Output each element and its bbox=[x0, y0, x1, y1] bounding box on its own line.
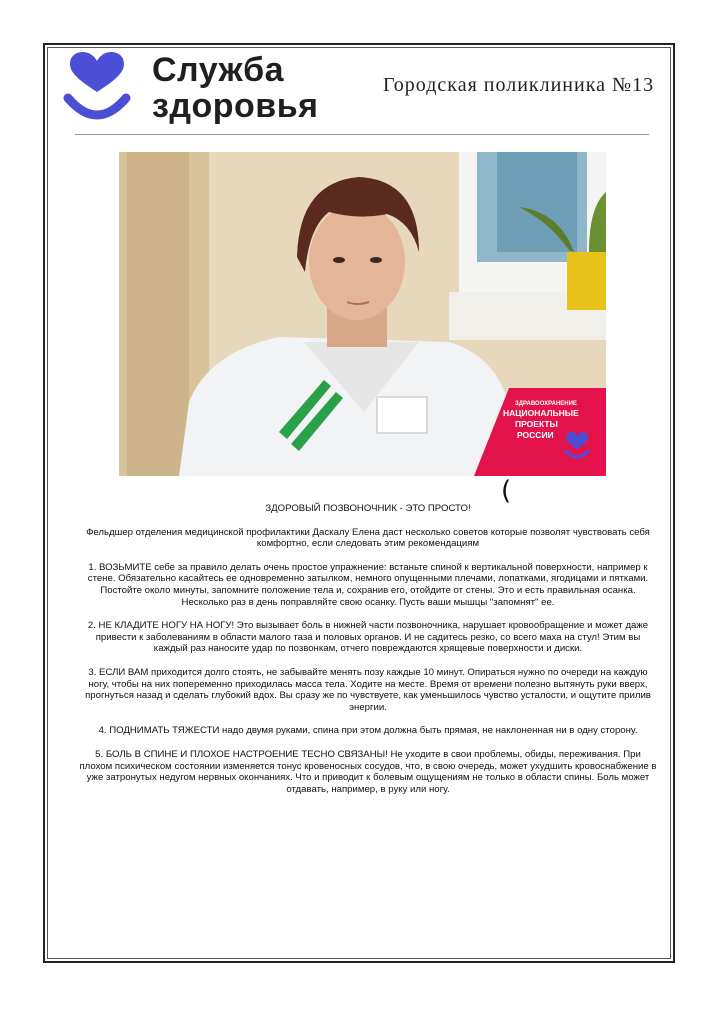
article-paragraph-2: 2. НЕ КЛАДИТЕ НОГУ НА НОГУ! Это вызывает боль в нижней части позвоночника, нарушает кровообращение и может даже привести к заболеваниям в области малого таза и половых органов. И не садитесь резко, со всего маха на стул! Этим вы каждый раз наносите удар по позвонкам, отчего повреждаются хрящевые поверхности и диски. bbox=[87, 620, 649, 655]
header-divider bbox=[75, 134, 649, 135]
article-paragraph-4: 4. ПОДНИМАТЬ ТЯЖЕСТИ надо двумя руками, спина при этом должна быть прямая, не наклоненная ни в одну сторону. bbox=[98, 725, 638, 737]
brand-line2: здоровья bbox=[152, 87, 319, 125]
heart-smile-logo-icon bbox=[62, 52, 132, 124]
article-title: ЗДОРОВЫЙ ПОЗВОНОЧНИК - ЭТО ПРОСТО! bbox=[265, 503, 471, 514]
badge-line2: НАЦИОНАЛЬНЫЕ bbox=[503, 408, 579, 418]
brand-line1: Служба bbox=[152, 51, 285, 89]
article-paragraph-1: 1. ВОЗЬМИТЕ себе за правило делать очень простое упражнение: встаньте спиной к вертикальной поверхности, например к стене. Обязательно касайтесь ее одновременно затылком, немного опущенными плечами, лопатками, ягодицами и пятками. Постойте около минуты, запомните положение тела и, сохранив его, отойдите от стены. Это и есть правильная осанка. Несколько раз в день поправляйте свою осанку. Пусть ваши мышцы "запомнят" ее. bbox=[87, 561, 649, 608]
brand-name bbox=[152, 52, 318, 124]
badge-line1: ЗДРАВООХРАНЕНИЕ bbox=[515, 401, 577, 407]
article-paragraph-5: 5. БОЛЬ В СПИНЕ И ПЛОХОЕ НАСТРОЕНИЕ ТЕСНО СВЯЗАНЫ! Не уходите в свои проблемы, обиды, переживания. При плохом психическом состоянии изменяется тонус кровеносных сосудов, что, в свою очередь, может ухудшить кровоснабжение в уже затронутых недугом нервных окончаниях. Что и приводит к болевым ощущениям не только в области спины. Боль может отдавать, например, в руку или ногу. bbox=[79, 748, 657, 795]
badge-line4: РОССИИ bbox=[517, 430, 554, 440]
article-body bbox=[78, 503, 658, 807]
article-intro: Фельдшер отделения медицинской профилактики Даскалу Елена даст несколько советов которые позволят чувствовать себя комфортно, если следовать этим рекомендациям bbox=[86, 526, 650, 550]
article-paragraph-3: 3. ЕСЛИ ВАМ приходится долго стоять, не забывайте менять позу каждые 10 минут. Опираться нужно по очереди на каждую ногу, чтобы на них попеременно приходилась масса тела. Ходите на месте. Время от времени полезно вытянуть руки вверх, прогнуться назад и сделать глубокий вдох. Вы сразу же по чувствуете, как уменьшилось чувство усталости, и ощутите прилив энергии. bbox=[85, 666, 651, 713]
badge-line3: ПРОЕКТЫ bbox=[515, 419, 558, 429]
clinic-name: Городская поликлиника №13 bbox=[383, 74, 655, 96]
staff-photo bbox=[119, 152, 606, 476]
stray-bracket-mark: ( bbox=[501, 476, 512, 506]
